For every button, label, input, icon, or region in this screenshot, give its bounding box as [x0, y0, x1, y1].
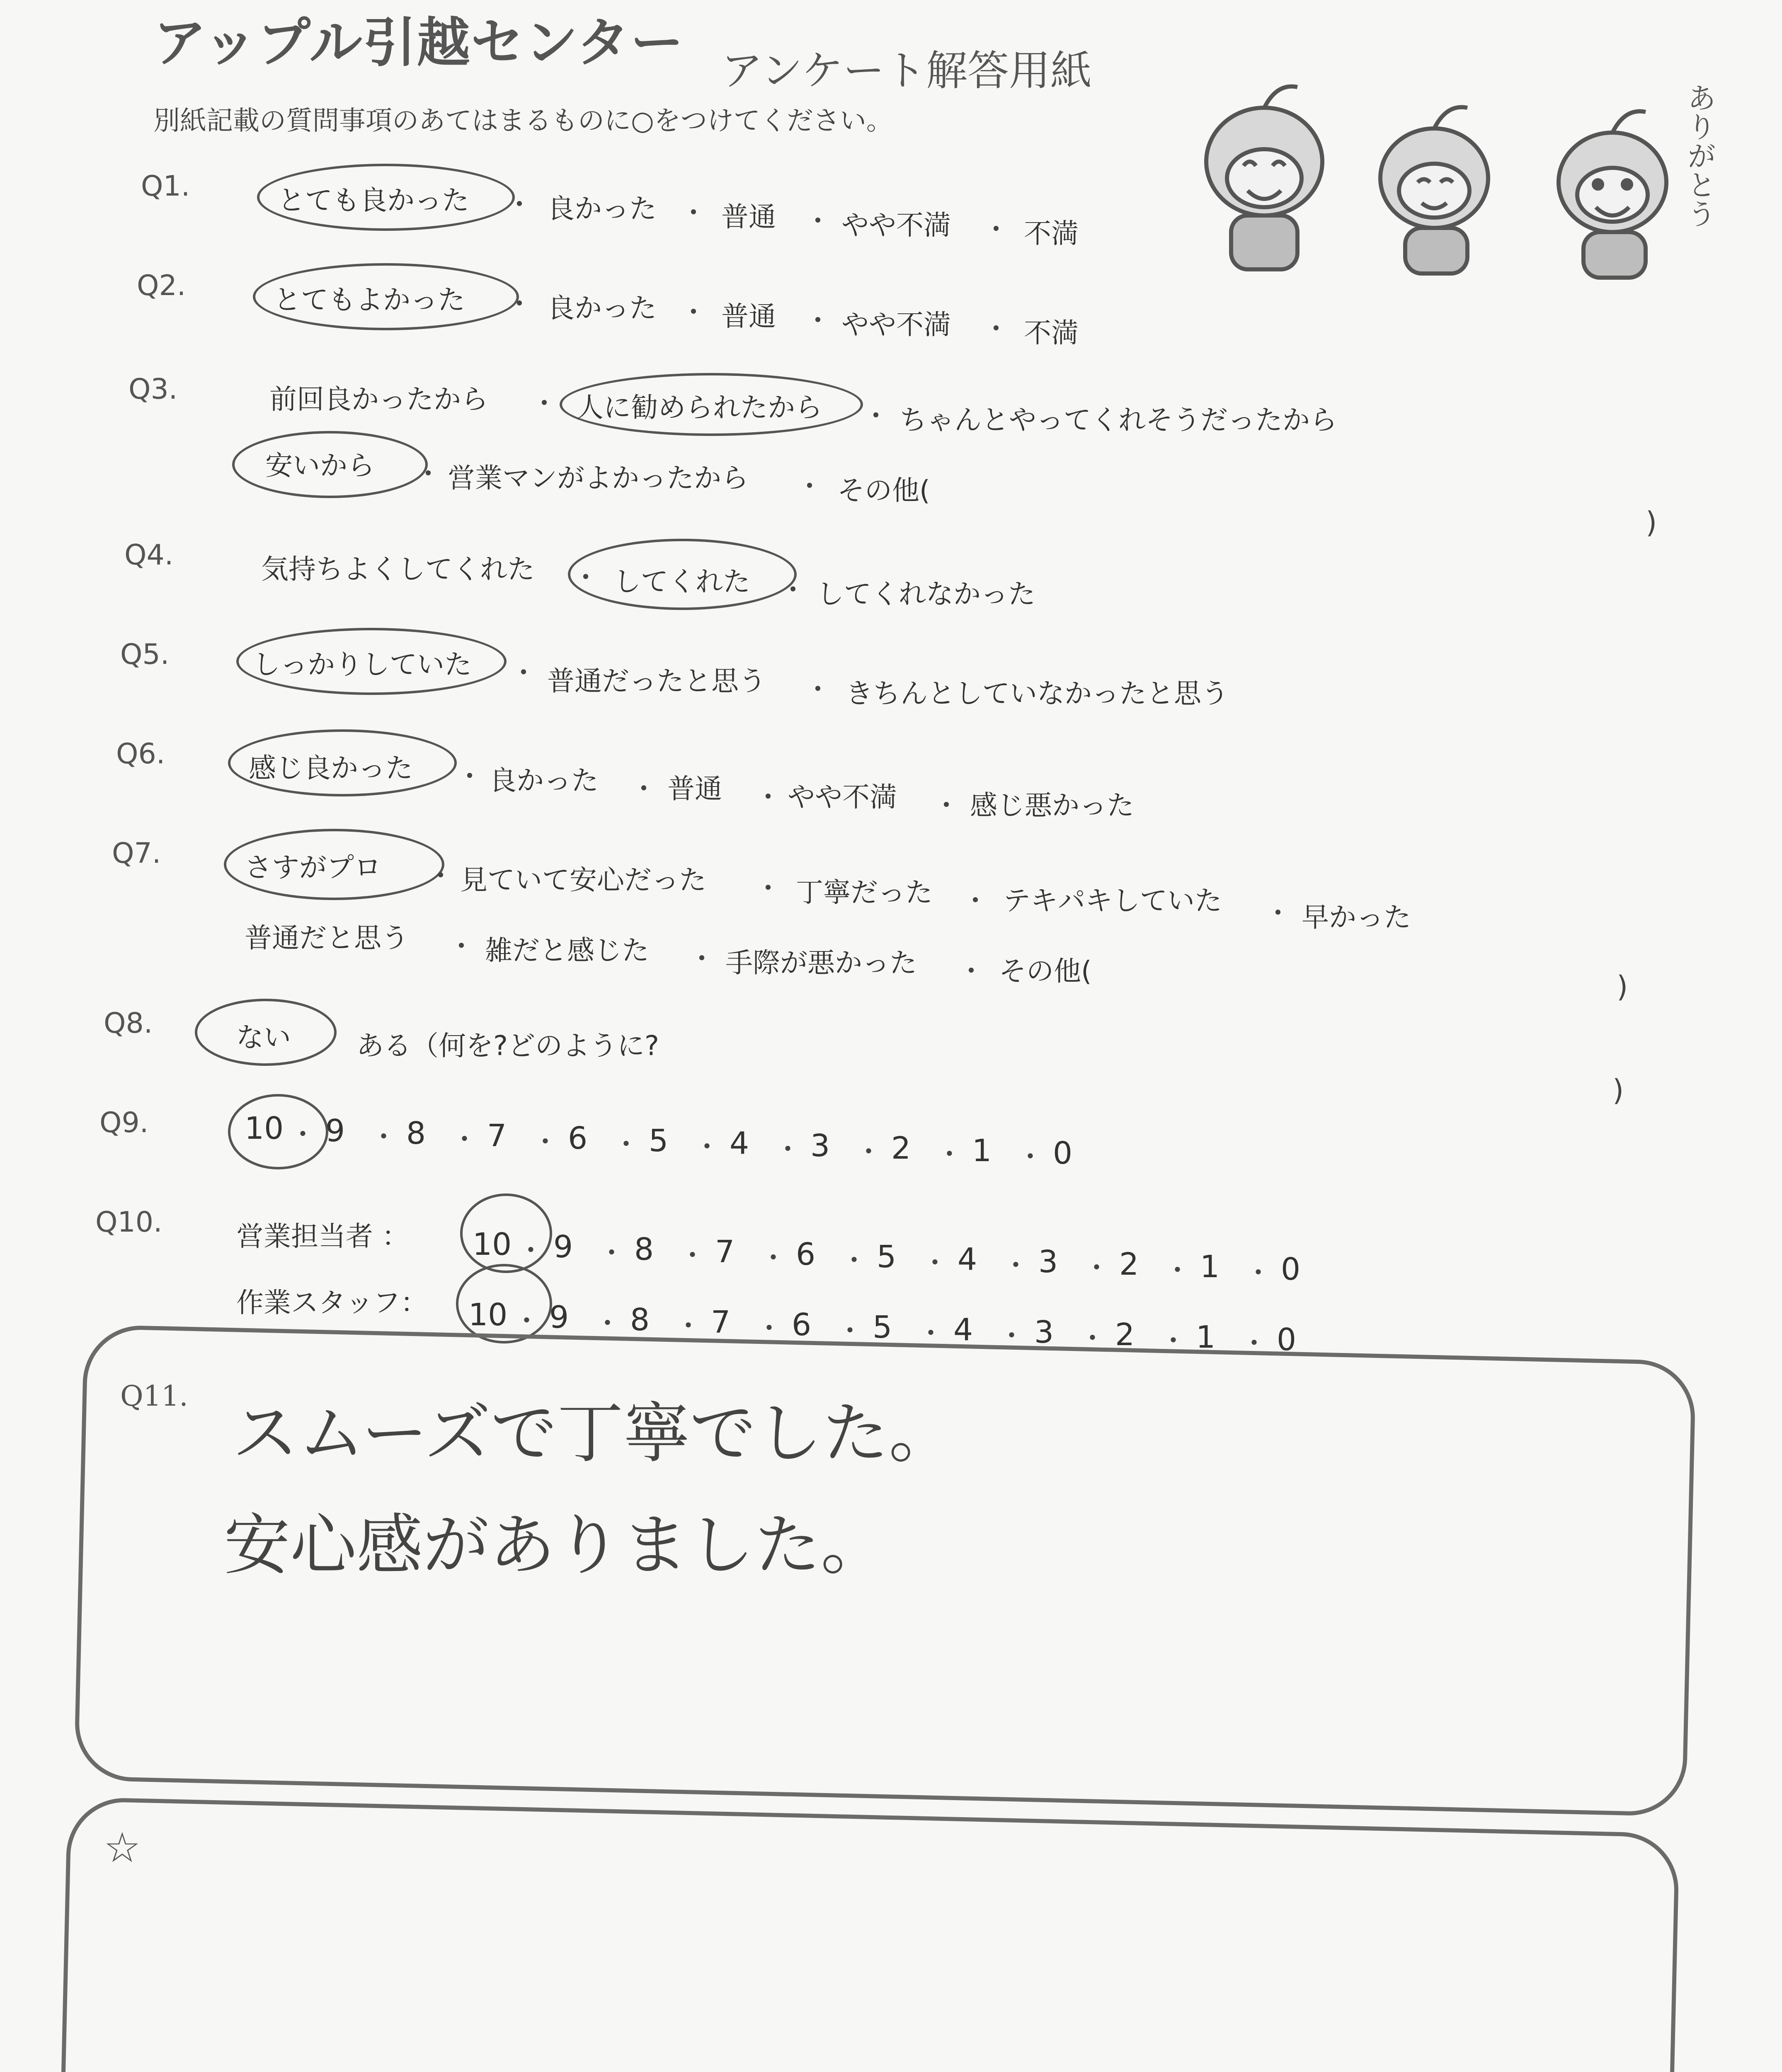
separator: ・: [1079, 1322, 1106, 1354]
q10-staff-option-8[interactable]: 8: [630, 1302, 650, 1338]
q10-sales-option-5[interactable]: 5: [877, 1239, 897, 1275]
q2-option-2[interactable]: 良かった: [547, 292, 657, 324]
q8-option-1[interactable]: ない: [236, 1021, 291, 1053]
separator: ・: [836, 1315, 864, 1347]
q10-staff-option-0[interactable]: 0: [1277, 1322, 1297, 1358]
separator: ・: [680, 197, 707, 229]
q4-option-2[interactable]: してくれた: [613, 566, 750, 598]
q10-staff-option-2[interactable]: 2: [1115, 1317, 1135, 1353]
separator: ・: [1244, 1257, 1272, 1289]
q10-sales-option-6[interactable]: 6: [796, 1237, 816, 1272]
separator: ・: [531, 387, 558, 419]
q11-comment-line-2: 安心感がありました。: [224, 1506, 887, 1584]
separator: ・: [456, 760, 483, 792]
q10-sales-option-1[interactable]: 1: [1200, 1249, 1220, 1285]
star-comment-box[interactable]: [57, 1797, 1680, 2072]
q11-label: Q11.: [120, 1380, 188, 1413]
separator: ・: [804, 305, 832, 336]
q10-staff-option-9[interactable]: 9: [549, 1300, 569, 1335]
separator: ・: [982, 213, 1010, 245]
q10-sales-option-0[interactable]: 0: [1281, 1251, 1301, 1287]
separator: ・: [679, 1239, 706, 1271]
separator: ・: [958, 955, 985, 987]
separator: ・: [506, 189, 533, 220]
q10-sales-option-3[interactable]: 3: [1038, 1244, 1058, 1280]
q10-staff-option-1[interactable]: 1: [1196, 1319, 1216, 1355]
instruction-text: 別紙記載の質問事項のあてはまるものに○をつけてください。: [153, 106, 893, 136]
separator: ・: [755, 1312, 783, 1344]
q3-option-1[interactable]: 前回良かったから: [269, 383, 488, 415]
q9-label: Q9.: [99, 1106, 149, 1139]
q9-option-3[interactable]: 3: [810, 1128, 830, 1164]
q3-option-6[interactable]: その他(: [837, 474, 930, 506]
separator: ・: [693, 1131, 721, 1163]
q9-option-8[interactable]: 8: [406, 1116, 426, 1151]
q10-staff-option-3[interactable]: 3: [1034, 1314, 1054, 1350]
q4-label: Q4.: [124, 539, 174, 571]
q1-option-2[interactable]: 良かった: [547, 193, 657, 225]
separator: ・: [779, 574, 807, 606]
q7-option-3[interactable]: 丁寧だった: [796, 876, 933, 908]
separator: ・: [840, 1244, 868, 1276]
star-icon: ☆: [104, 1823, 141, 1872]
separator: ・: [630, 773, 657, 805]
q6-option-5[interactable]: 感じ悪かった: [970, 789, 1134, 821]
q3-option-4[interactable]: 安いから: [265, 450, 375, 482]
separator: ・: [510, 657, 537, 689]
separator: ・: [531, 1126, 559, 1158]
q1-option-5[interactable]: 不満: [1024, 218, 1079, 249]
q10-sales-label: 営業担当者 ：: [236, 1220, 409, 1252]
q5-option-2[interactable]: 普通だったと思う: [547, 665, 766, 697]
q7-option-5[interactable]: 早かった: [1302, 901, 1411, 933]
separator: ・: [862, 400, 890, 432]
q3-option-5[interactable]: 営業マンがよかったから: [448, 462, 749, 494]
separator: ・: [1240, 1327, 1268, 1359]
q5-option-1[interactable]: しっかりしていた: [253, 649, 472, 680]
q9-option-2[interactable]: 2: [891, 1130, 911, 1166]
q1-option-4[interactable]: やや不満: [841, 209, 951, 241]
q5-option-3[interactable]: きちんとしていなかったと思う: [846, 678, 1229, 709]
separator: ・: [427, 860, 454, 892]
separator: ・: [598, 1237, 626, 1269]
q10-staff-option-5[interactable]: 5: [873, 1310, 892, 1345]
separator: ・: [448, 930, 475, 962]
separator: ・: [370, 1121, 398, 1153]
separator: ・: [754, 872, 782, 904]
q9-option-6[interactable]: 6: [568, 1121, 588, 1156]
mascot-illustration: [1181, 66, 1741, 282]
q11-comment-line-1: スムーズで丁寧でした。: [232, 1394, 955, 1472]
q2-option-1[interactable]: とてもよかった: [274, 284, 465, 316]
q9-option-5[interactable]: 5: [649, 1123, 669, 1159]
q7-paren-close: ): [1617, 970, 1628, 1004]
q6-option-4[interactable]: やや不満: [788, 781, 897, 813]
separator: ・: [982, 313, 1010, 345]
separator: ・: [855, 1136, 883, 1168]
q10-sales-option-9[interactable]: 9: [553, 1229, 573, 1265]
q10-sales-option-2[interactable]: 2: [1119, 1247, 1139, 1282]
separator: ・: [1264, 897, 1292, 929]
separator: ・: [917, 1317, 945, 1349]
separator: ・: [1164, 1254, 1191, 1286]
separator: ・: [998, 1320, 1026, 1352]
q6-label: Q6.: [116, 738, 165, 770]
q2-label: Q2.: [137, 269, 186, 302]
q9-option-0[interactable]: 0: [1053, 1135, 1073, 1171]
q7-option-9[interactable]: その他(: [999, 955, 1092, 987]
q10-staff-option-7[interactable]: 7: [711, 1305, 731, 1340]
separator: ・: [962, 885, 989, 917]
q10-sales-option-10[interactable]: 10: [473, 1227, 512, 1262]
q7-option-7[interactable]: 雑だと感じた: [485, 934, 649, 966]
q10-sales-option-8[interactable]: 8: [634, 1232, 654, 1267]
separator: ・: [451, 1123, 478, 1155]
q10-staff-option-10[interactable]: 10: [468, 1297, 508, 1333]
q10-staff-label: 作業スタッフ：: [236, 1287, 428, 1319]
q7-option-2[interactable]: 見ていて安心だった: [460, 864, 706, 896]
q3-label: Q3.: [128, 373, 178, 406]
separator: ・: [796, 470, 823, 502]
separator: ・: [572, 562, 599, 593]
separator: ・: [1083, 1252, 1110, 1284]
company-title: アップル引越センター: [153, 12, 684, 74]
mascot-thanks-text: ありがとう: [1683, 83, 1717, 228]
q9-option-1[interactable]: 1: [972, 1133, 992, 1169]
q6-option-3[interactable]: 普通: [667, 773, 722, 805]
q3-paren-close: ): [1646, 506, 1657, 540]
q9-option-7[interactable]: 7: [487, 1118, 507, 1154]
separator: ・: [933, 789, 960, 821]
separator: ・: [506, 288, 533, 320]
separator: ・: [774, 1133, 802, 1165]
q7-option-8[interactable]: 手際が悪かった: [725, 947, 917, 979]
separator: ・: [688, 943, 715, 975]
separator: ・: [1159, 1325, 1187, 1357]
q8-label: Q8.: [104, 1007, 153, 1040]
separator: ・: [513, 1305, 541, 1337]
q3-option-3[interactable]: ちゃんとやってくれそうだったから: [899, 404, 1337, 436]
q2-option-3[interactable]: 普通: [721, 300, 776, 332]
q1-option-1[interactable]: とても良かった: [278, 184, 469, 216]
separator: ・: [754, 781, 782, 813]
q4-option-1[interactable]: 気持ちよくしてくれた: [261, 553, 535, 585]
separator: ・: [612, 1128, 640, 1160]
q2-option-4[interactable]: やや不満: [841, 309, 951, 341]
separator: ・: [804, 673, 832, 705]
q10-label: Q10.: [95, 1206, 162, 1239]
separator: ・: [804, 205, 832, 237]
separator: ・: [680, 296, 707, 328]
q5-label: Q5.: [120, 638, 170, 671]
q6-option-2[interactable]: 良かった: [489, 765, 599, 796]
form-subtitle: アンケート解答用紙: [721, 46, 1092, 95]
separator: ・: [517, 1234, 545, 1266]
q7-option-4[interactable]: テキパキしていた: [1003, 885, 1222, 917]
q10-staff-option-4[interactable]: 4: [953, 1312, 973, 1348]
separator: ・: [921, 1247, 949, 1279]
q9-option-4[interactable]: 4: [730, 1126, 749, 1161]
separator: ・: [1016, 1141, 1044, 1173]
q10-sales-option-7[interactable]: 7: [715, 1234, 735, 1270]
q10-sales-option-4[interactable]: 4: [958, 1242, 977, 1277]
q1-option-3[interactable]: 普通: [721, 201, 776, 233]
separator: ・: [1002, 1249, 1030, 1281]
separator: ・: [936, 1138, 963, 1170]
q1-label: Q1.: [141, 170, 190, 203]
q7-option-6[interactable]: 普通だと思う: [245, 922, 409, 954]
q9-option-9[interactable]: 9: [325, 1113, 345, 1149]
q9-option-10[interactable]: 10: [245, 1111, 284, 1146]
separator: ・: [594, 1307, 621, 1339]
separator: ・: [289, 1118, 317, 1150]
separator: ・: [759, 1242, 787, 1274]
q10-staff-option-6[interactable]: 6: [792, 1307, 812, 1343]
q8-option-2[interactable]: ある（何を?どのように?: [356, 1030, 659, 1062]
q3-option-2[interactable]: 人に勧められたから: [576, 392, 822, 424]
q7-label: Q7.: [112, 837, 161, 870]
separator: ・: [415, 458, 442, 490]
q8-paren-close: ): [1612, 1073, 1624, 1107]
q4-option-3[interactable]: してくれなかった: [817, 578, 1035, 610]
q7-option-1[interactable]: さすがプロ: [245, 852, 381, 884]
q6-option-1[interactable]: 感じ良かった: [249, 752, 413, 784]
q2-option-5[interactable]: 不満: [1024, 317, 1079, 349]
separator: ・: [674, 1310, 702, 1342]
